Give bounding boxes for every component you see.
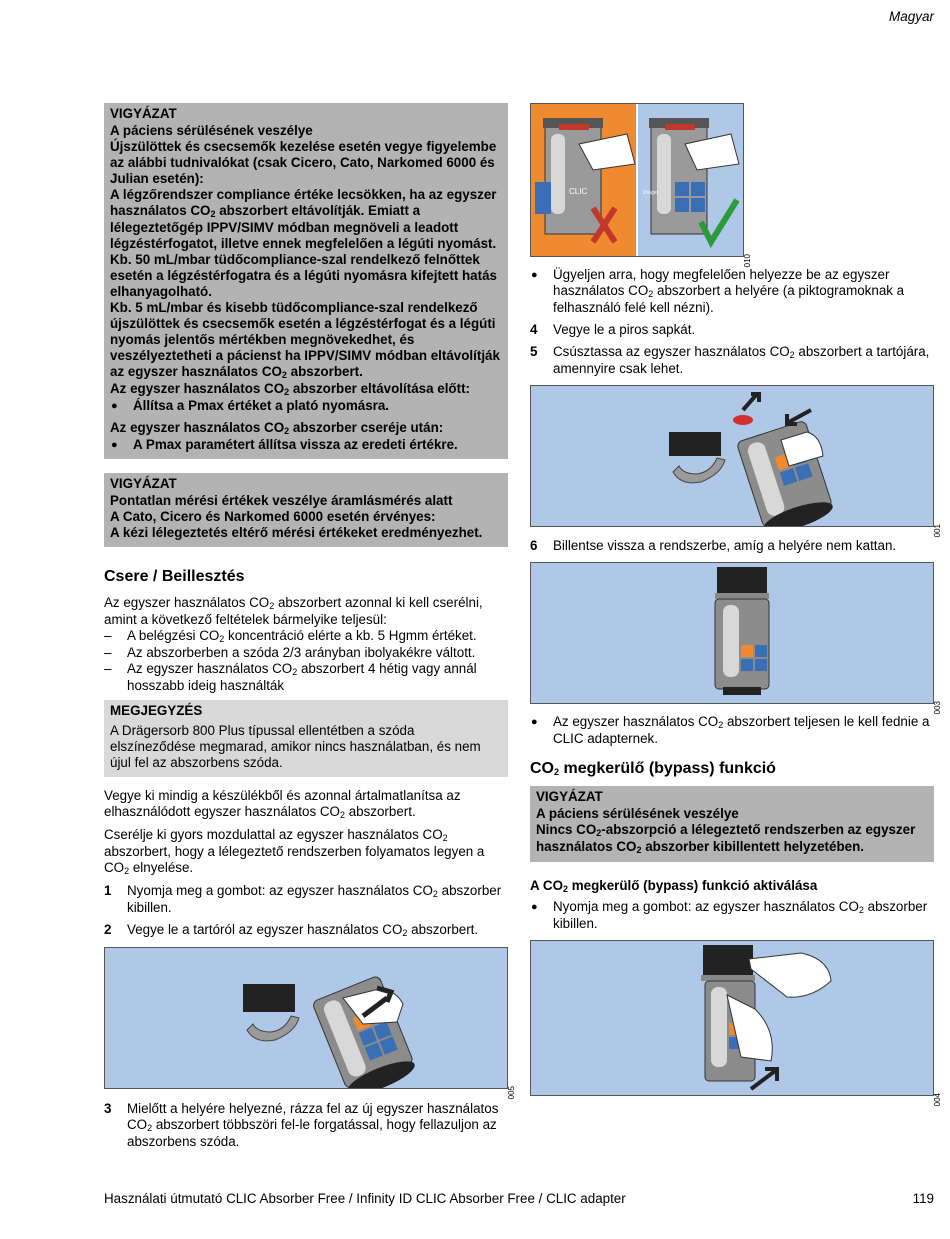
right-column — [530, 103, 942, 1107]
warning-line: Pontatlan mérési értékek veszélye áramlásmérés alatt — [110, 493, 453, 508]
clic-label: CLIC — [569, 187, 588, 196]
subsection-title: A $CO_2$ megkerülő (bypass) funkció aktiválása — [530, 878, 818, 894]
drager-label: Dräger — [643, 190, 659, 196]
step-6: 6 Billentse vissza a rendszerbe, amíg a helyére nem kattan. — [530, 538, 897, 553]
warning-heading: VIGYÁZAT — [110, 476, 177, 491]
warning-paragraph: Az egyszer használatos $CO_2$ abszorber cseréje után: — [110, 420, 444, 436]
figure-remove-absorber — [104, 947, 516, 1100]
step-2: 2 Vegye le a tartóról az egyszer használatos $CO_2$ abszorbert. — [104, 922, 479, 938]
warning-line: A páciens sérülésének veszélye — [110, 123, 313, 138]
step-1: 1 Nyomja meg a gombot: az egyszer használatos $CO_2$ abszorber kibillen. — [104, 883, 502, 915]
warning-line: A páciens sérülésének veszélye — [536, 806, 739, 821]
figure-number: 005 — [507, 1086, 516, 1100]
section-title-replace: Csere / Beillesztés — [104, 568, 245, 585]
figure-number: 001 — [933, 524, 942, 538]
left-column — [104, 103, 516, 1150]
paragraph: Vegye ki mindig a készülékből és azonnal ártalmatlanítsa az elhasználódott egyszer használatos $CO_2$ abszorbert. — [104, 788, 461, 820]
warning-bullet: ● A Pmax paramétert állítsa vissza az eredeti értékre. — [110, 437, 502, 453]
warning-line: Nincs $CO_2$-abszorpció a lélegeztető rendszerben az egyszer használatos $CO_2$ abszorber kibillentett helyzetében. — [536, 822, 916, 855]
note-heading: MEGJEGYZÉS — [110, 703, 203, 718]
condition-item: – Az abszorberben a szóda 2/3 arányban ibolyakékre váltott. — [104, 645, 476, 660]
figure-snap-in — [530, 562, 942, 715]
figure-press-button — [530, 940, 942, 1107]
bullet-orientation: ● Ügyeljen arra, hogy megfelelően helyezze be az egyszer használatos $CO_2$ abszorbert a helyére (a piktogramoknak a felhasználó felé kell nézni). — [530, 267, 934, 316]
warning-paragraph: A légzőrendszer compliance értéke lecsökken, ha az egyszer használatos $CO_2$ abszorbert eltávolítják. Emiatt a lélegeztetőgép IPPV/SIMV módban megnöveli a leadott légzéstérfogatot, illetve ennek megfelelően a légúti nyomást. Kb. 50 mL/mbar tüdőcompliance-szal rendelkező felnőttek esetén a légzéstérfogatra és a légúti nyomásra kifejtett hatás elhanyagolható. — [110, 187, 497, 299]
note-box — [104, 700, 508, 777]
note-text: A Drägersorb 800 Plus típussal ellentétben a szóda elszíneződése megmarad, amikor nincs használatban, és nem újul fel az abszorbens szóda. — [110, 723, 481, 770]
figure-orientation — [530, 103, 752, 268]
condition-item: – A belégzési $CO_2$ koncentráció elérte a kb. 5 Hgmm értéket. — [104, 628, 477, 644]
warning-line: A kézi lélegeztetés eltérő mérési értékeket eredményezhet. — [110, 525, 483, 540]
paragraph: Cserélje ki gyors mozdulattal az egyszer használatos $CO_2$ abszorbert, hogy a lélegeztető rendszerben folyamatos legyen a $CO_2$ elnyelése. — [104, 827, 485, 876]
condition-item: – Az egyszer használatos $CO_2$ abszorbert 4 hétig vagy annál hosszabb ideig használták — [104, 661, 477, 693]
figure-number: 010 — [743, 254, 752, 268]
footer-title: Használati útmutató CLIC Absorber Free / Infinity ID CLIC Absorber Free / CLIC adapter — [104, 1191, 626, 1206]
warning-line: A Cato, Cicero és Narkomed 6000 esetén érvényes: — [110, 509, 436, 524]
section-title-bypass: $CO_2$ megkerülő (bypass) funkció — [530, 760, 776, 777]
warning-line: Újszülöttek és csecsemők kezelése esetén vegye figyelembe az alábbi tudnivalókat (csak Cicero, Cato, Narkomed 6000 és Julian esetén): — [110, 139, 497, 186]
bullet-press-button: ● Nyomja meg a gombot: az egyszer használatos $CO_2$ abszorber kibillen. — [530, 899, 934, 932]
warning-box-neonates — [104, 103, 508, 459]
warning-box-flow — [104, 473, 508, 547]
language-label: Magyar — [888, 9, 934, 24]
figure-number: 003 — [933, 701, 942, 715]
bullet-coverage: ● Az egyszer használatos $CO_2$ abszorbert teljesen le kell fednie a CLIC adapternek. — [530, 714, 934, 747]
warning-heading: VIGYÁZAT — [536, 789, 603, 804]
warning-heading: VIGYÁZAT — [110, 106, 177, 121]
warning-paragraph: Kb. 5 mL/mbar és kisebb tüdőcompliance-szal rendelkező újszülöttek és csecsemők esetén a légzéstérfogat és a légúti nyomás jelentős mértékben megnövekedhet, és veszélyeztetheti a pácienst ha IPPV/SIMV módban eltávolítják az egyszer használatos $CO_2$ abszorbert. — [110, 300, 500, 380]
step-3: 3 Mielőtt a helyére helyezné, rázza fel az új egyszer használatos $CO_2$ abszorbert többszöri fel-le forgatással, hogy fellazuljon az abszorbens szóda. — [104, 1101, 499, 1149]
step-4: 4 Vegye le a piros sapkát. — [530, 322, 696, 337]
warning-box-bypass — [530, 786, 934, 862]
intro-paragraph: Az egyszer használatos $CO_2$ abszorbert azonnal ki kell cserélni, amint a következő feltételek bármelyike teljesül: — [104, 595, 483, 627]
step-5: 5 Csúsztassa az egyszer használatos $CO_2$ abszorbert a tartójára, amennyire csak lehet. — [530, 344, 930, 376]
warning-bullet: ● Állítsa a Pmax értéket a plató nyomásra. — [110, 398, 502, 414]
warning-paragraph: Az egyszer használatos $CO_2$ abszorber eltávolítása előtt: — [110, 381, 470, 397]
figure-number: 004 — [933, 1093, 942, 1107]
figure-slide-absorber — [530, 385, 942, 538]
page-number: 119 — [912, 1191, 934, 1206]
